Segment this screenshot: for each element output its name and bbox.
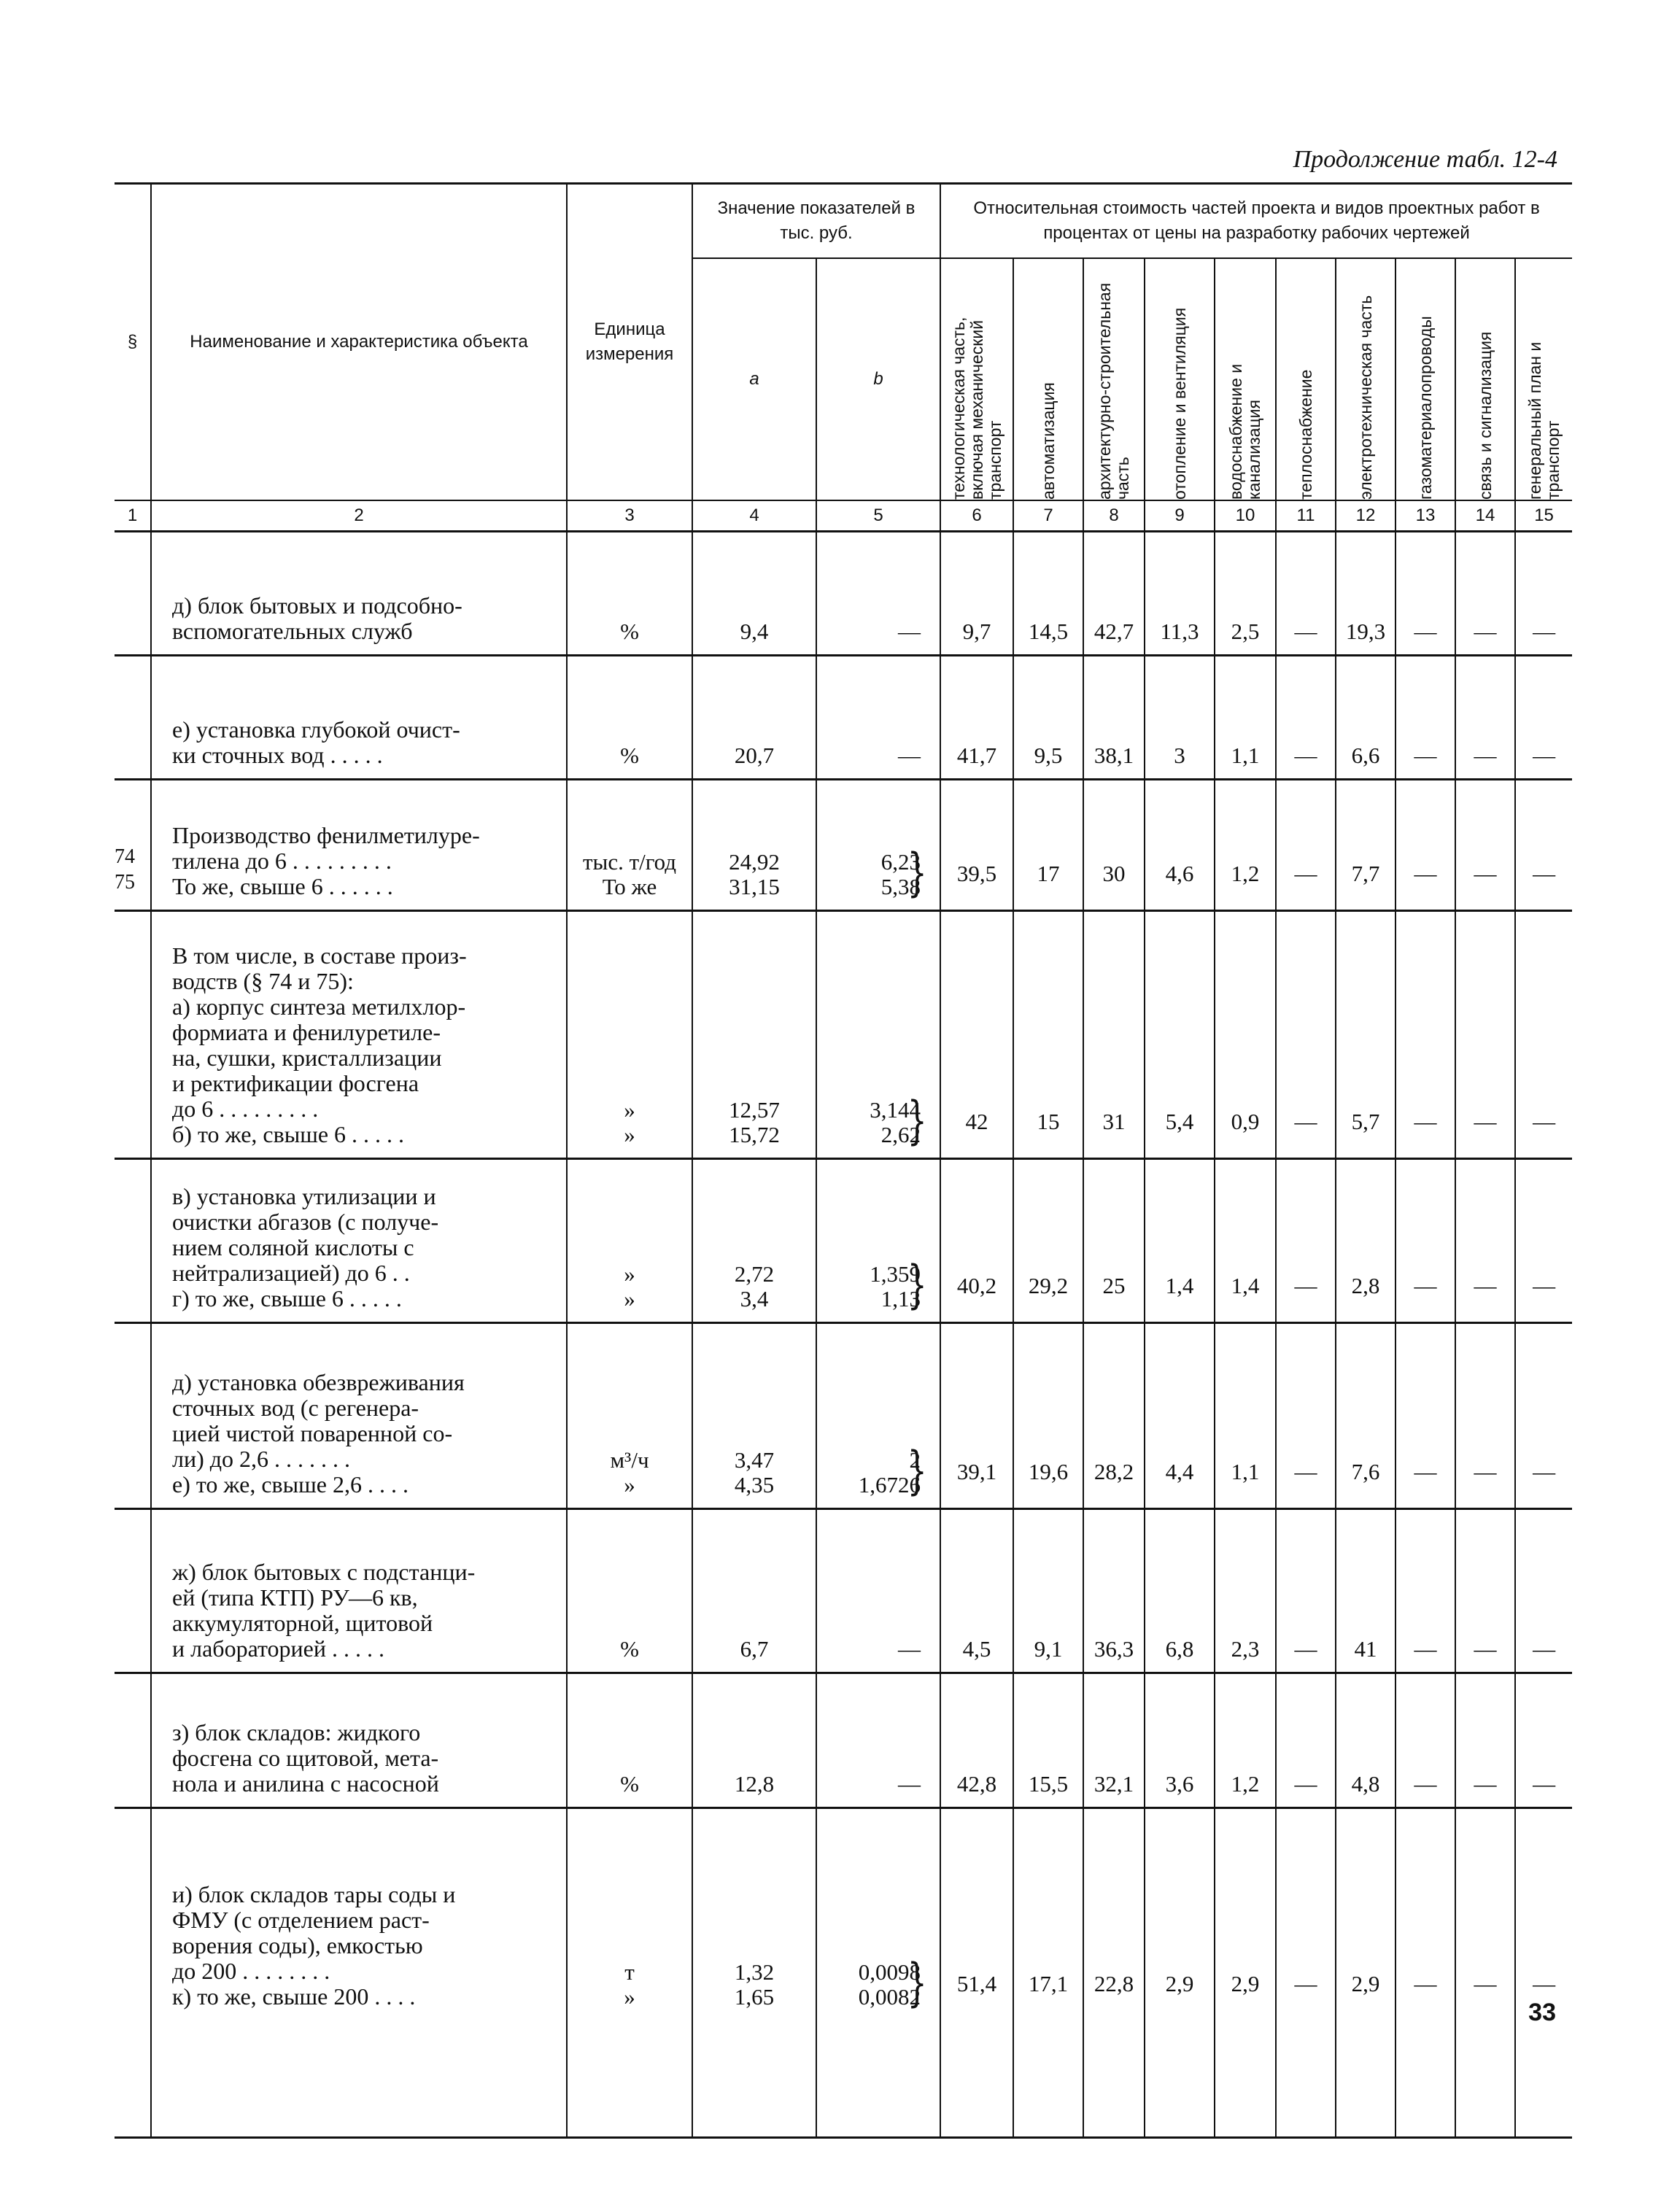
empty-cell	[151, 2020, 567, 2138]
cost-cell: 4,5	[940, 1509, 1013, 1673]
cost-cell: 5,7	[1336, 911, 1396, 1159]
empty-cell	[1013, 2020, 1083, 2138]
cost-cell: 3	[1145, 656, 1215, 780]
empty-cell	[816, 2020, 940, 2138]
cost-cell: 2,3	[1215, 1509, 1276, 1673]
header-cost-col: газоматериалопроводы	[1396, 258, 1455, 500]
cost-cell: 38,1	[1083, 656, 1145, 780]
cost-cell: 6,8	[1145, 1509, 1215, 1673]
header-cost-col: технологическая часть, включая механический транспорт	[940, 258, 1013, 500]
object-name: д) установка обезвреживания сточных вод (с регенера- цией чистой поваренной со- ли) до 2,6 . . . . . . . е) то же, свыше 2,6 . . . .	[151, 1323, 567, 1509]
table-row	[115, 1509, 1572, 1673]
cost-cell: 15,5	[1013, 1673, 1083, 1808]
value-a-cell: 20,7	[692, 656, 816, 780]
section-number	[115, 532, 151, 656]
table-bottom	[115, 2020, 1572, 2138]
cost-cell: —	[1515, 1673, 1572, 1808]
header-cost-col: связь и сигнализация	[1455, 258, 1515, 500]
cost-cell: —	[1396, 532, 1455, 656]
cost-cell: 22,8	[1083, 1808, 1145, 2020]
empty-cell	[1455, 2020, 1515, 2138]
empty-cell	[1515, 2020, 1572, 2138]
table-row	[115, 532, 1572, 656]
value-b-cell: 0,0098 0,0082 }	[816, 1808, 940, 2020]
unit-cell: %	[567, 532, 692, 656]
cost-cell: 41,7	[940, 656, 1013, 780]
cost-cell: —	[1276, 1323, 1336, 1509]
cost-cell: 39,5	[940, 780, 1013, 911]
cost-cell: 17,1	[1013, 1808, 1083, 2020]
empty-cell	[567, 2020, 692, 2138]
cost-cell: 1,4	[1215, 1159, 1276, 1323]
cost-cell: —	[1515, 911, 1572, 1159]
object-name: е) установка глубокой очист- ки сточных вод . . . . .	[151, 656, 567, 780]
cost-cell: 1,2	[1215, 780, 1276, 911]
cost-cell: 17	[1013, 780, 1083, 911]
cost-cell: —	[1396, 1323, 1455, 1509]
header-values-group: Значение показателей в тыс. руб.	[692, 184, 940, 259]
cost-cell: 0,9	[1215, 911, 1276, 1159]
object-name: Производство фенилметилуре- тилена до 6 . . . . . . . . . То же, свыше 6 . . . . . .	[151, 780, 567, 911]
cost-cell: 15	[1013, 911, 1083, 1159]
column-number: 10	[1215, 500, 1276, 532]
unit-cell: %	[567, 1673, 692, 1808]
header-costs-group: Относительная стоимость частей проекта и видов проектных работ в процентах от цены на разработку рабочих чертежей	[940, 184, 1572, 259]
cost-cell: 2,9	[1145, 1808, 1215, 2020]
empty-cell	[940, 2020, 1013, 2138]
column-number: 7	[1013, 500, 1083, 532]
column-number: 4	[692, 500, 816, 532]
cost-cell: 2,5	[1215, 532, 1276, 656]
cost-cell: —	[1276, 532, 1336, 656]
cost-cell: 2,9	[1215, 1808, 1276, 2020]
cost-cell: —	[1396, 1509, 1455, 1673]
value-b-cell: —	[816, 1509, 940, 1673]
cost-cell: —	[1515, 1808, 1572, 2020]
value-a-cell: 2,72 3,4	[692, 1159, 816, 1323]
value-b-cell: 3,144 2,62 }	[816, 911, 940, 1159]
empty-cell	[1276, 2020, 1336, 2138]
value-b-cell: 1,359 1,13 }	[816, 1159, 940, 1323]
cost-cell: 11,3	[1145, 532, 1215, 656]
cost-cell: 7,6	[1336, 1323, 1396, 1509]
header-cost-col: электротехническая часть	[1336, 258, 1396, 500]
column-number: 12	[1336, 500, 1396, 532]
table-row	[115, 1673, 1572, 1808]
table-row	[115, 780, 1572, 911]
column-number: 13	[1396, 500, 1455, 532]
cost-cell: 1,1	[1215, 656, 1276, 780]
cost-cell: —	[1515, 656, 1572, 780]
cost-cell: 36,3	[1083, 1509, 1145, 1673]
cost-cell: —	[1276, 780, 1336, 911]
header-cost-col: водоснабжение и канализация	[1215, 258, 1276, 500]
cost-cell: —	[1276, 911, 1336, 1159]
section-number	[115, 656, 151, 780]
cost-cell: —	[1455, 1159, 1515, 1323]
cost-cell: 29,2	[1013, 1159, 1083, 1323]
cost-cell: —	[1515, 1323, 1572, 1509]
value-a-cell: 12,57 15,72	[692, 911, 816, 1159]
unit-cell: » »	[567, 1159, 692, 1323]
object-name: д) блок бытовых и подсобно- вспомогательных служб	[151, 532, 567, 656]
cost-cell: 42	[940, 911, 1013, 1159]
header-unit: Единица измерения	[567, 184, 692, 501]
cost-cell: 5,4	[1145, 911, 1215, 1159]
header-cost-col: генеральный план и транспорт	[1515, 258, 1572, 500]
cost-cell: —	[1455, 1808, 1515, 2020]
cost-cell: 4,8	[1336, 1673, 1396, 1808]
column-number: 2	[151, 500, 567, 532]
column-number: 15	[1515, 500, 1572, 532]
table-row	[115, 911, 1572, 1159]
header-cost-col: автоматизация	[1013, 258, 1083, 500]
empty-cell	[1215, 2020, 1276, 2138]
cost-cell: 7,7	[1336, 780, 1396, 911]
cost-cell: —	[1276, 1808, 1336, 2020]
section-number	[115, 1808, 151, 2020]
header-cost-col: отопление и вентиляция	[1145, 258, 1215, 500]
column-number: 1	[115, 500, 151, 532]
object-name: ж) блок бытовых с подстанци- ей (типа КТП) РУ—6 кв, аккумуляторной, щитовой и лабораторией . . . . .	[151, 1509, 567, 1673]
cost-cell: —	[1515, 1159, 1572, 1323]
cost-cell: 1,2	[1215, 1673, 1276, 1808]
header-name: Наименование и характеристика объекта	[151, 184, 567, 501]
cost-cell: —	[1276, 1159, 1336, 1323]
cost-cell: —	[1455, 1509, 1515, 1673]
value-b-cell: —	[816, 532, 940, 656]
value-a-cell: 9,4	[692, 532, 816, 656]
header-section: §	[115, 184, 151, 501]
unit-cell: тыс. т/год То же	[567, 780, 692, 911]
cost-cell: 2,9	[1336, 1808, 1396, 2020]
column-number: 3	[567, 500, 692, 532]
cost-cell: —	[1396, 911, 1455, 1159]
object-name: В том числе, в составе произ- водств (§ 74 и 75): а) корпус синтеза метилхлор- формиата и фенилуретиле- на, сушки, кристаллизации и ректификации фосгена до 6 . . . . . . . . . б) то же, свыше 6 . . . . .	[151, 911, 567, 1159]
value-b-cell: 6,23 5,38 }	[816, 780, 940, 911]
cost-cell: 6,6	[1336, 656, 1396, 780]
cost-cell: —	[1455, 532, 1515, 656]
section-number: 74 75	[115, 780, 151, 911]
section-number	[115, 1323, 151, 1509]
cost-cell: 41	[1336, 1509, 1396, 1673]
cost-cell: —	[1396, 656, 1455, 780]
page-number: 33	[1528, 1999, 1556, 2026]
cost-cell: 25	[1083, 1159, 1145, 1323]
empty-cell	[1396, 2020, 1455, 2138]
value-a-cell: 6,7	[692, 1509, 816, 1673]
cost-cell: —	[1396, 1808, 1455, 2020]
cost-cell: 32,1	[1083, 1673, 1145, 1808]
cost-cell: 4,6	[1145, 780, 1215, 911]
cost-cell: 1,1	[1215, 1323, 1276, 1509]
data-table	[115, 182, 1572, 2139]
cost-cell: 3,6	[1145, 1673, 1215, 1808]
section-number	[115, 1159, 151, 1323]
empty-cell	[1083, 2020, 1145, 2138]
section-number	[115, 1509, 151, 1673]
header-cost-col: теплоснабжение	[1276, 258, 1336, 500]
header-col-a: a	[692, 258, 816, 500]
cost-cell: 9,1	[1013, 1509, 1083, 1673]
object-name: и) блок складов тары соды и ФМУ (с отделением раст- ворения соды), емкостью до 200 . . . . . . . . к) то же, свыше 200 . . . .	[151, 1808, 567, 2020]
value-a-cell: 1,32 1,65	[692, 1808, 816, 2020]
cost-cell: 39,1	[940, 1323, 1013, 1509]
cost-cell: —	[1455, 780, 1515, 911]
object-name: в) установка утилизации и очистки абгазов (с получе- нием соляной кислоты с нейтрализацией) до 6 . . г) то же, свыше 6 . . . . .	[151, 1159, 567, 1323]
cost-cell: 4,4	[1145, 1323, 1215, 1509]
value-b-cell: 2 1,6726 }	[816, 1323, 940, 1509]
value-a-cell: 3,47 4,35	[692, 1323, 816, 1509]
section-number	[115, 1673, 151, 1808]
column-number: 9	[1145, 500, 1215, 532]
cost-cell: 28,2	[1083, 1323, 1145, 1509]
cost-cell: —	[1515, 1509, 1572, 1673]
cost-cell: 51,4	[940, 1808, 1013, 2020]
value-b-cell: —	[816, 1673, 940, 1808]
cost-cell: 30	[1083, 780, 1145, 911]
cost-cell: 14,5	[1013, 532, 1083, 656]
table-row	[115, 1323, 1572, 1509]
cost-cell: 40,2	[940, 1159, 1013, 1323]
header-col-b: b	[816, 258, 940, 500]
cost-cell: 31	[1083, 911, 1145, 1159]
table-caption: Продолжение табл. 12-4	[1293, 146, 1557, 173]
cost-cell: —	[1276, 1509, 1336, 1673]
cost-cell: —	[1396, 1159, 1455, 1323]
cost-cell: 9,7	[940, 532, 1013, 656]
cost-cell: —	[1396, 780, 1455, 911]
unit-cell: м³/ч »	[567, 1323, 692, 1509]
unit-cell: %	[567, 656, 692, 780]
cost-cell: 19,6	[1013, 1323, 1083, 1509]
cost-cell: —	[1276, 656, 1336, 780]
cost-cell: —	[1396, 1673, 1455, 1808]
table-row	[115, 656, 1572, 780]
value-a-cell: 24,92 31,15	[692, 780, 816, 911]
cost-cell: 19,3	[1336, 532, 1396, 656]
cost-cell: —	[1515, 532, 1572, 656]
cost-cell: 1,4	[1145, 1159, 1215, 1323]
cost-cell: —	[1455, 911, 1515, 1159]
empty-cell	[115, 2020, 151, 2138]
value-a-cell: 12,8	[692, 1673, 816, 1808]
cost-cell: 42,8	[940, 1673, 1013, 1808]
cost-cell: —	[1276, 1673, 1336, 1808]
cost-cell: 2,8	[1336, 1159, 1396, 1323]
header-cost-col: архитектурно-строительная часть	[1083, 258, 1145, 500]
section-number	[115, 911, 151, 1159]
cost-cell: —	[1515, 780, 1572, 911]
cost-cell: —	[1455, 1673, 1515, 1808]
cost-cell: —	[1455, 656, 1515, 780]
cost-cell: 42,7	[1083, 532, 1145, 656]
column-number: 5	[816, 500, 940, 532]
column-number: 14	[1455, 500, 1515, 532]
table-row	[115, 1808, 1572, 2020]
empty-cell	[692, 2020, 816, 2138]
empty-cell	[1336, 2020, 1396, 2138]
unit-cell: » »	[567, 911, 692, 1159]
cost-cell: —	[1455, 1323, 1515, 1509]
object-name: з) блок складов: жидкого фосгена со щитовой, мета- нола и анилина с насосной	[151, 1673, 567, 1808]
unit-cell: %	[567, 1509, 692, 1673]
unit-cell: т »	[567, 1808, 692, 2020]
column-number: 6	[940, 500, 1013, 532]
column-number: 11	[1276, 500, 1336, 532]
column-number: 8	[1083, 500, 1145, 532]
value-b-cell: —	[816, 656, 940, 780]
cost-cell: 9,5	[1013, 656, 1083, 780]
table-row	[115, 1159, 1572, 1323]
empty-cell	[1145, 2020, 1215, 2138]
